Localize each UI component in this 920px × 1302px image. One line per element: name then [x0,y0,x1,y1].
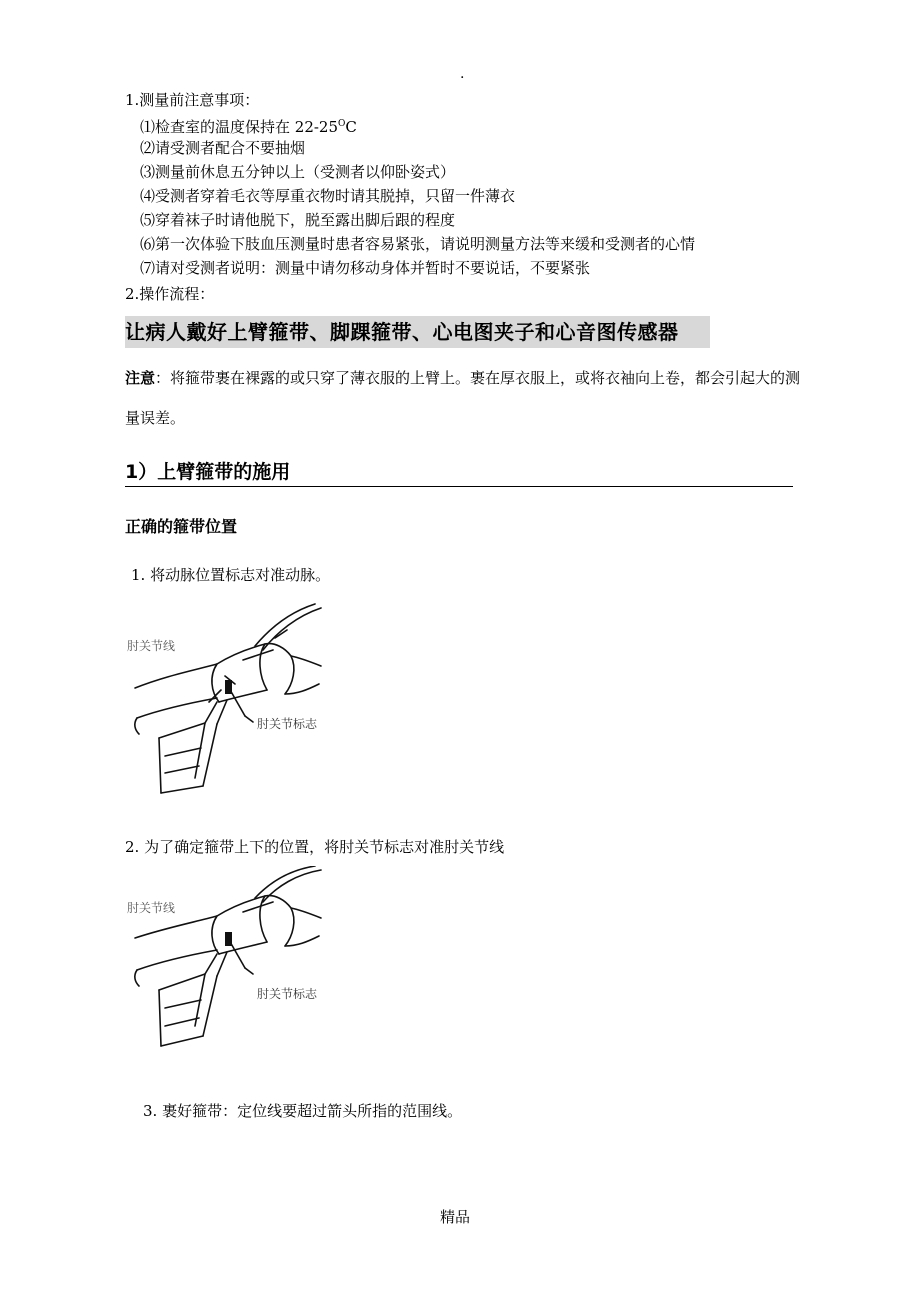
pre-notes-heading: 1.测量前注意事项： [125,91,260,109]
superscript-o: O [338,119,346,129]
pre-note-item-3: ⑶测量前休息五分钟以上（受测者以仰卧姿式） [140,163,456,181]
note-label: 注意 [125,369,156,387]
pre-note-item-2: ⑵请受测者配合不要抽烟 [140,139,306,157]
procedure-heading: 2.操作流程： [125,285,215,303]
label-elbow-mark-2: 肘关节标志 [257,987,318,1001]
section-title: 1）上臂箍带的施用 [125,458,793,487]
label-elbow-line-2: 肘关节线 [127,901,176,915]
note-text: ：将箍带裹在裸露的或只穿了薄衣服的上臂上。裹在厚衣服上，或将衣袖向上卷，都会引起大的测量误差。 [125,369,801,427]
pre-note-item-4: ⑷受测者穿着毛衣等厚重衣物时请其脱掉，只留一件薄衣 [140,187,516,205]
arm-cuff-figure-1 [125,598,345,823]
pre-note-item-7: ⑺请对受测者说明：测量中请勿移动身体并暂时不要说话，不要紧张 [140,259,591,277]
pre-note-item-1: ⑴检查室的温度保持在 $22-25^OC$ [140,118,357,136]
step-3: 3. 裹好箍带：定位线要超过箭头所指的范围线。 [143,1102,463,1120]
page-dot: . [460,66,465,82]
pre-note-item-6: ⑹第一次体验下肢血压测量时患者容易紧张，请说明测量方法等来缓和受测者的心情 [140,235,696,253]
subsection-title: 正确的箍带位置 [125,517,238,536]
step-1: 1. 将动脉位置标志对准动脉。 [131,566,331,584]
attention-note [125,358,805,438]
label-elbow-line-1: 肘关节线 [127,639,176,653]
pre-note-item-5: ⑸穿着袜子时请他脱下，脱至露出脚后跟的程度 [140,211,456,229]
step-2: 2. 为了确定箍带上下的位置，将肘关节标志对准肘关节线 [125,838,505,856]
footer-label: 精品 [440,1208,471,1226]
highlight-banner: 让病人戴好上臂箍带、脚踝箍带、心电图夹子和心音图传感器 [125,316,710,348]
label-elbow-mark-1: 肘关节标志 [257,717,318,731]
arm-cuff-figure-2 [125,866,345,1066]
